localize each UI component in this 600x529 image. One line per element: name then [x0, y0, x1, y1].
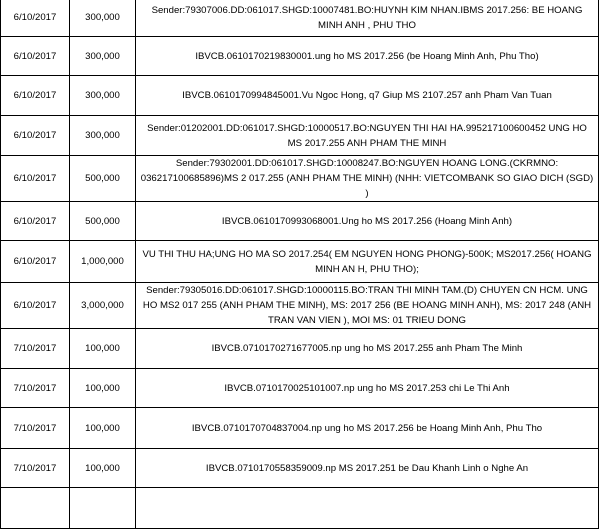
description-cell: Sender:79302001.DD:061017.SHGD:10008247.BO:NGUYEN HOANG LONG.(CKRMNO: 036217100685896)MS 2 017.255 (ANH PHAM THE MINH) (NHH: VIETCOMBANK SO GIAO DICH (SGD) ): [136, 156, 599, 202]
table-row: [1, 202, 599, 241]
amount-cell: 300,000: [70, 76, 136, 116]
date-cell: 7/10/2017: [1, 369, 70, 408]
description-cell: Sender:79305016.DD:061017.SHGD:10000115.BO:TRAN THI MINH TAM.(D) CHUYEN CN HCM. UNG HO MS2 017 255 (ANH PHAM THE MINH), MS: 2017 256 (BE HOANG MINH ANH), MS: 2017 248 (ANH TRAN VAN VIEN ), MOI MS: 01 TRIEU DONG: [136, 283, 599, 329]
description-cell: IBVCB.0710170025101007.np ung ho MS 2017.253 chi Le Thi Anh: [136, 369, 599, 408]
date-cell: 6/10/2017: [1, 202, 70, 241]
description-cell: IBVCB.0710170558359009.np MS 2017.251 be Dau Khanh Linh o Nghe An: [136, 449, 599, 488]
amount-cell: 100,000: [70, 408, 136, 449]
date-cell: [1, 488, 70, 529]
table-row: [1, 0, 599, 37]
date-cell: 7/10/2017: [1, 408, 70, 449]
description-cell: IBVCB.0610170994845001.Vu Ngoc Hong, q7 Giup MS 2107.257 anh Pham Van Tuan: [136, 76, 599, 116]
amount-cell: [70, 488, 136, 529]
date-cell: 6/10/2017: [1, 37, 70, 76]
date-cell: 7/10/2017: [1, 329, 70, 369]
amount-cell: 300,000: [70, 116, 136, 156]
description-cell: IBVCB.0610170993068001.Ung ho MS 2017.256 (Hoang Minh Anh): [136, 202, 599, 241]
date-cell: 6/10/2017: [1, 156, 70, 202]
table-row: [1, 76, 599, 116]
description-cell: IBVCB.0710170704837004.np ung ho MS 2017.256 be Hoang Minh Anh, Phu Tho: [136, 408, 599, 449]
description-cell: IBVCB.0610170219830001.ung ho MS 2017.256 (be Hoang Minh Anh, Phu Tho): [136, 37, 599, 76]
date-cell: 6/10/2017: [1, 116, 70, 156]
amount-cell: 1,000,000: [70, 241, 136, 283]
description-cell: Sender:01202001.DD:061017.SHGD:10000517.BO:NGUYEN THI HAI HA.995217100600452 UNG HO MS 2017.255 ANH PHAM THE MINH: [136, 116, 599, 156]
amount-cell: 100,000: [70, 329, 136, 369]
date-cell: 6/10/2017: [1, 283, 70, 329]
table-row: [1, 283, 599, 329]
table-row: [1, 408, 599, 449]
amount-cell: 300,000: [70, 37, 136, 76]
donation-ledger-body: [1, 0, 599, 529]
table-row: [1, 488, 599, 529]
description-cell: Sender:79307006.DD:061017.SHGD:10007481.BO:HUYNH KIM NHAN.IBMS 2017.256: BE HOANG MINH ANH , PHU THO: [136, 0, 599, 37]
date-cell: 6/10/2017: [1, 0, 70, 37]
description-cell: [136, 488, 599, 529]
amount-cell: 3,000,000: [70, 283, 136, 329]
table-row: [1, 156, 599, 202]
amount-cell: 500,000: [70, 156, 136, 202]
amount-cell: 100,000: [70, 369, 136, 408]
amount-cell: 100,000: [70, 449, 136, 488]
description-cell: IBVCB.0710170271677005.np ung ho MS 2017.255 anh Pham The Minh: [136, 329, 599, 369]
description-cell: VU THI THU HA;UNG HO MA SO 2017.254( EM NGUYEN HONG PHONG)-500K; MS2017.256( HOANG MINH AN H, PHU THO);: [136, 241, 599, 283]
amount-cell: 500,000: [70, 202, 136, 241]
table-row: [1, 37, 599, 76]
table-row: [1, 116, 599, 156]
table-row: [1, 369, 599, 408]
table-row: [1, 449, 599, 488]
date-cell: 6/10/2017: [1, 76, 70, 116]
date-cell: 6/10/2017: [1, 241, 70, 283]
date-cell: 7/10/2017: [1, 449, 70, 488]
table-row: [1, 241, 599, 283]
table-row: [1, 329, 599, 369]
amount-cell: 300,000: [70, 0, 136, 37]
